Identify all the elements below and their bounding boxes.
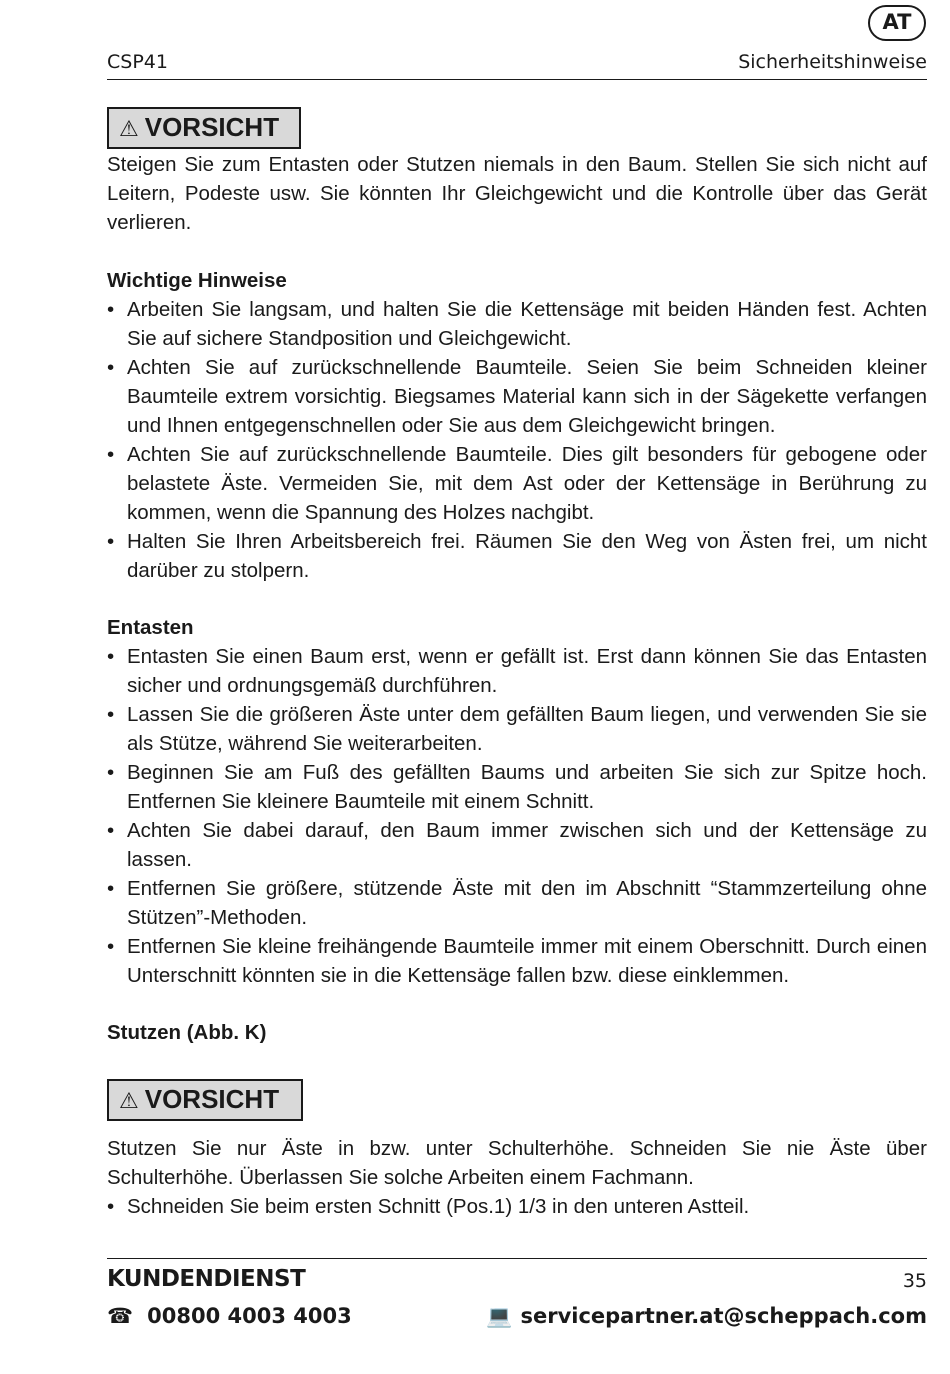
bullet-icon: •	[107, 356, 115, 379]
list-item: • Arbeiten Sie langsam, und halten Sie die Kettensäge mit beiden Händen fest. Achten Sie auf sichere Standposition und Gleichgewicht.	[107, 295, 927, 353]
list-item: • Lassen Sie die größeren Äste unter dem gefällten Baum liegen, und verwenden Sie sie als Stütze, während Sie weiterarbeiten.	[107, 700, 927, 758]
section-title: Sicherheitshinweise	[738, 51, 927, 73]
footer-divider	[107, 1258, 927, 1259]
bullet-icon: •	[107, 298, 115, 321]
pruning-list	[107, 1192, 927, 1221]
caution-text: Steigen Sie zum Entasten oder Stutzen niemals in den Baum. Stellen Sie sich nicht auf Leitern, Podeste usw. Sie könnten Ihr Gleichgewicht und die Kontrolle über das Gerät verlieren.	[107, 153, 927, 234]
caution-label-box	[107, 107, 301, 149]
bullet-icon: •	[107, 703, 115, 726]
bullet-icon: •	[107, 935, 115, 958]
list-item: • Achten Sie auf zurückschnellende Baumteile. Seien Sie beim Schneiden kleiner Baumteile extrem vorsichtig. Biegsames Material kann sich in der Sägekette verfangen und Ihnen entgegenschnellen oder Sie aus dem Gleichgewicht bringen.	[107, 353, 927, 440]
list-item: • Beginnen Sie am Fuß des gefällten Baums und arbeiten Sie sich zur Spitze hoch. Entfernen Sie kleinere Baumteile mit einem Schnitt.	[107, 758, 927, 816]
list-item: • Halten Sie Ihren Arbeitsbereich frei. Räumen Sie den Weg von Ästen frei, um nicht darüber zu stolpern.	[107, 527, 927, 585]
computer-icon: 💻	[486, 1304, 513, 1328]
email-address[interactable]: servicepartner.at@scheppach.com	[520, 1304, 927, 1328]
section-heading-delimbing: Entasten	[107, 616, 194, 639]
phone-icon: ☎	[107, 1304, 134, 1328]
email-contact	[486, 1304, 927, 1329]
caution-label: VORSICHT	[144, 112, 280, 142]
page-number: 35	[902, 1270, 927, 1292]
important-notes-list	[107, 295, 927, 585]
caution-label: VORSICHT	[144, 1084, 280, 1114]
bullet-icon: •	[107, 1195, 115, 1218]
model-name: CSP41	[107, 51, 168, 73]
warning-triangle-icon: ⚠	[119, 117, 139, 142]
bullet-icon: •	[107, 645, 115, 668]
list-item: • Entfernen Sie kleine freihängende Baumteile immer mit einem Oberschnitt. Durch einen Unterschnitt könnten sie in die Kettensäge fallen bzw. diese einklemmen.	[107, 932, 927, 990]
section-heading-pruning: Stutzen (Abb. K)	[107, 1021, 267, 1044]
bullet-icon: •	[107, 877, 115, 900]
list-item: • Schneiden Sie beim ersten Schnitt (Pos.1) 1/3 in den unteren Astteil.	[107, 1192, 927, 1221]
phone-number: 00800 4003 4003	[147, 1304, 352, 1328]
country-badge: AT	[868, 5, 926, 41]
list-item: • Entfernen Sie größere, stützende Äste mit den im Abschnitt “Stammzerteilung ohne Stützen”-Methoden.	[107, 874, 927, 932]
list-item: • Achten Sie dabei darauf, den Baum immer zwischen sich und der Kettensäge zu lassen.	[107, 816, 927, 874]
bullet-icon: •	[107, 819, 115, 842]
bullet-icon: •	[107, 761, 115, 784]
caution-text: Stutzen Sie nur Äste in bzw. unter Schulterhöhe. Schneiden Sie nie Äste über Schulterhöhe. Überlassen Sie solche Arbeiten einem Fachmann.	[107, 1137, 927, 1189]
bullet-icon: •	[107, 443, 115, 466]
section-heading-important-notes: Wichtige Hinweise	[107, 269, 287, 292]
list-item: • Entasten Sie einen Baum erst, wenn er gefällt ist. Erst dann können Sie das Entasten sicher und ordnungsgemäß durchführen.	[107, 642, 927, 700]
caution-label-box	[107, 1079, 303, 1121]
delimbing-list	[107, 642, 927, 990]
header-divider	[107, 79, 927, 80]
list-item: • Achten Sie auf zurückschnellende Baumteile. Dies gilt besonders für gebogene oder belastete Äste. Vermeiden Sie, mit dem Ast oder der Kettensäge in Berührung zu kommen, wenn die Spannung des Holzes nachgibt.	[107, 440, 927, 527]
phone-contact	[107, 1304, 352, 1328]
customer-service-label: KUNDENDIENST	[107, 1266, 306, 1292]
bullet-icon: •	[107, 530, 115, 553]
warning-triangle-icon: ⚠	[119, 1089, 139, 1114]
